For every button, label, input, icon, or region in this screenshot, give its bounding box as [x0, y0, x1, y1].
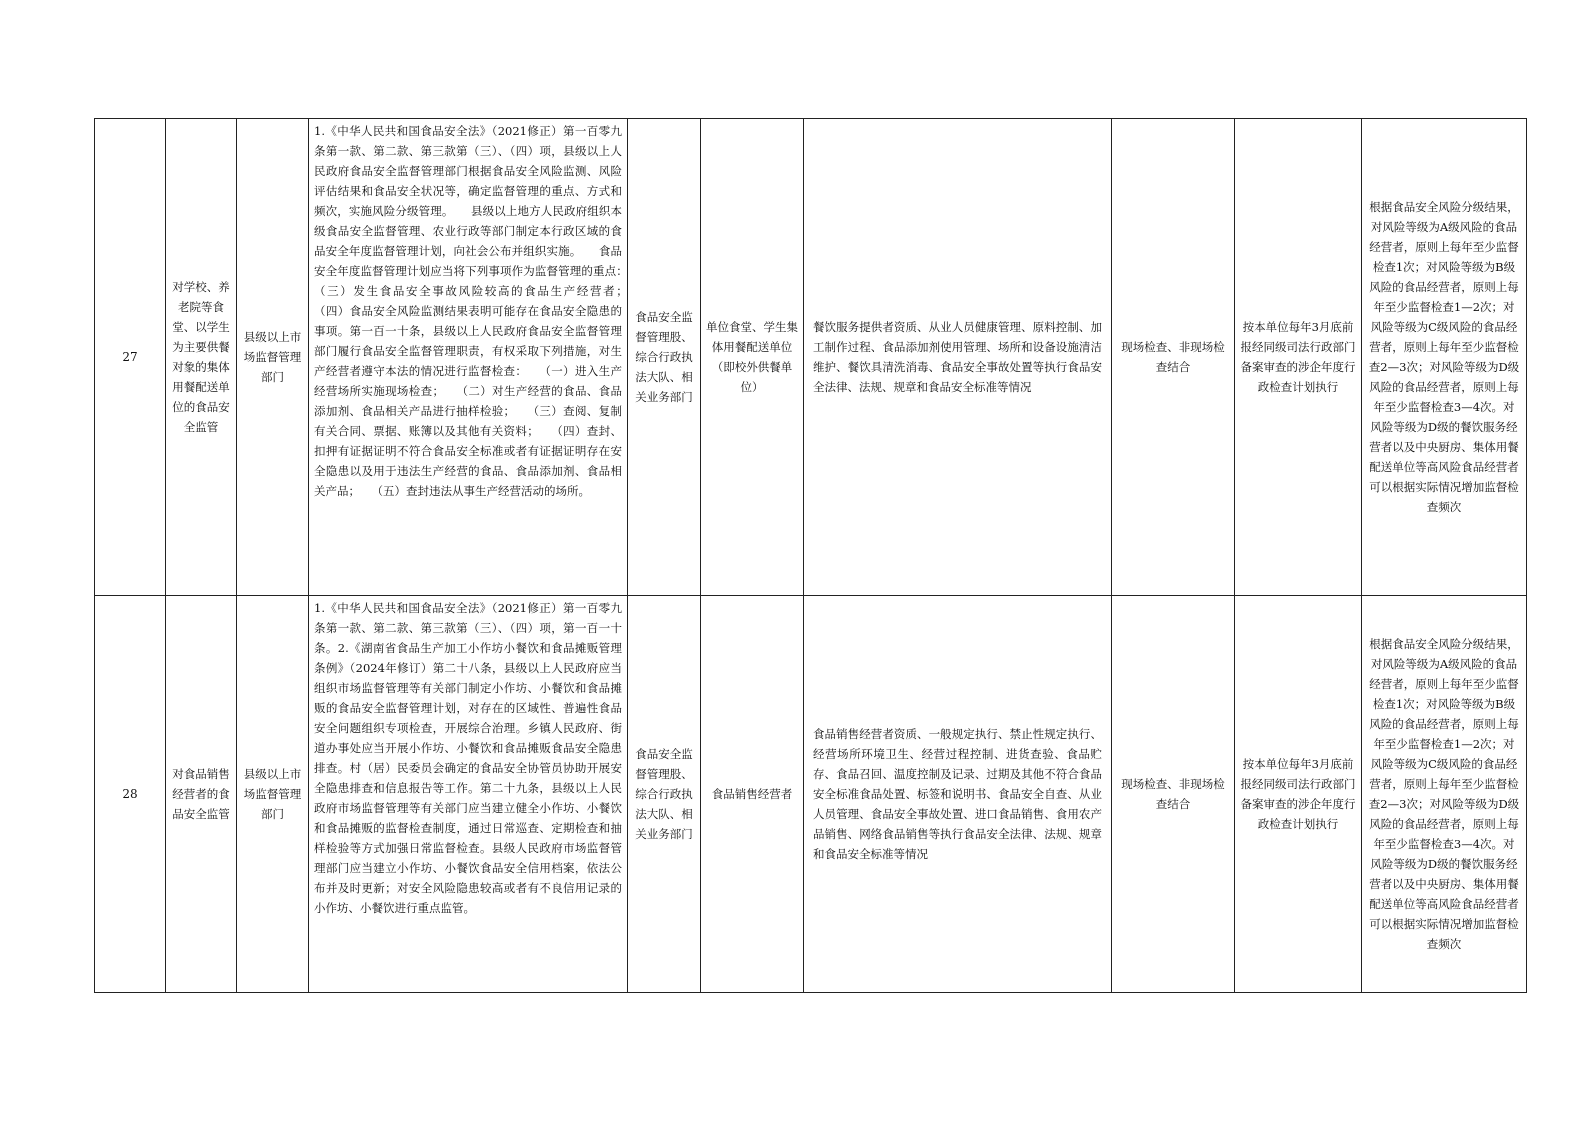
inspection-target: 食品销售经营者: [701, 596, 804, 993]
responsible-department: 食品安全监督管理股、综合行政执法大队、相关业务部门: [628, 119, 701, 596]
inspection-item: 对学校、养老院等食堂、以学生为主要供餐对象的集体用餐配送单位的食品安全监管: [166, 119, 237, 596]
inspection-target: 单位食堂、学生集体用餐配送单位（即校外供餐单位）: [701, 119, 804, 596]
responsible-department: 食品安全监督管理股、综合行政执法大队、相关业务部门: [628, 596, 701, 993]
inspection-plan: 按本单位每年3月底前报经同级司法行政部门备案审查的涉企年度行政检查计划执行: [1235, 596, 1362, 993]
inspection-method: 现场检查、非现场检查结合: [1112, 596, 1235, 993]
inspection-frequency: 根据食品安全风险分级结果，对风险等级为A级风险的食品经营者，原则上每年至少监督检查1次；对风险等级为B级风险的食品经营者，原则上每年至少监督检查1—2次；对风险等级为C级风险的食品经营者，原则上每年至少监督检查2—3次；对风险等级为D级风险的食品经营者，原则上每年至少监督检查3—4次。对风险等级为D级的餐饮服务经营者以及中央厨房、集体用餐配送单位等高风险食品经营者可以根据实际情况增加监督检查频次: [1362, 596, 1527, 993]
legal-basis: 1.《中华人民共和国食品安全法》（2021修正）第一百零九条第一款、第二款、第三款第（三）、（四）项，第一百一十条。2.《湖南省食品生产加工小作坊小餐饮和食品摊贩管理条例》（2024年修订）第二十八条，县级以上人民政府应当组织市场监督管理等有关部门制定小作坊、小餐饮和食品摊贩的食品安全监督管理计划，对存在的区域性、普遍性食品安全问题组织专项检查，开展综合治理。乡镇人民政府、街道办事处应当开展小作坊、小餐饮和食品摊贩食品安全隐患排查。村（居）民委员会确定的食品安全协管员协助开展安全隐患排查和信息报告等工作。第二十九条，县级以上人民政府市场监督管理等有关部门应当建立健全小作坊、小餐饮和食品摊贩的监督检查制度，通过日常巡查、定期检查和抽样检验等方式加强日常监督检查。县级人民政府市场监督管理部门应当建立小作坊、小餐饮食品安全信用档案，依法公布并及时更新；对安全风险隐患较高或者有不良信用记录的小作坊、小餐饮进行重点监管。: [309, 596, 628, 993]
inspection-items-table: [94, 118, 1527, 993]
inspection-frequency: 根据食品安全风险分级结果，对风险等级为A级风险的食品经营者，原则上每年至少监督检查1次；对风险等级为B级风险的食品经营者，原则上每年至少监督检查1—2次；对风险等级为C级风险的食品经营者，原则上每年至少监督检查2—3次；对风险等级为D级风险的食品经营者，原则上每年至少监督检查3—4次。对风险等级为D级的餐饮服务经营者以及中央厨房、集体用餐配送单位等高风险食品经营者可以根据实际情况增加监督检查频次: [1362, 119, 1527, 596]
inspection-authority: 县级以上市场监督管理部门: [237, 119, 309, 596]
row-index: 27: [95, 119, 166, 596]
table-row: [95, 596, 1527, 993]
table-row: [95, 119, 1527, 596]
inspection-plan: 按本单位每年3月底前报经同级司法行政部门备案审查的涉企年度行政检查计划执行: [1235, 119, 1362, 596]
row-index: 28: [95, 596, 166, 993]
inspection-authority: 县级以上市场监督管理部门: [237, 596, 309, 993]
inspection-method: 现场检查、非现场检查结合: [1112, 119, 1235, 596]
legal-basis: 1.《中华人民共和国食品安全法》（2021修正）第一百零九条第一款、第二款、第三款第（三）、（四）项，县级以上人民政府食品安全监督管理部门根据食品安全风险监测、风险评估结果和食品安全状况等，确定监督管理的重点、方式和频次，实施风险分级管理。 县级以上地方人民政府组织本级食品安全监督管理、农业行政等部门制定本行政区域的食品安全年度监督管理计划，向社会公布并组织实施。 食品安全年度监督管理计划应当将下列事项作为监督管理的重点： （三）发生食品安全事故风险较高的食品生产经营者； （四）食品安全风险监测结果表明可能存在食品安全隐患的事项。第一百一十条，县级以上人民政府食品安全监督管理部门履行食品安全监督管理职责，有权采取下列措施，对生产经营者遵守本法的情况进行监督检查： （一）进入生产经营场所实施现场检查； （二）对生产经营的食品、食品添加剂、食品相关产品进行抽样检验； （三）查阅、复制有关合同、票据、账簿以及其他有关资料； （四）查封、扣押有证据证明不符合食品安全标准或者有证据证明存在安全隐患以及用于违法生产经营的食品、食品添加剂、食品相关产品； （五）查封违法从事生产经营活动的场所。: [309, 119, 628, 596]
inspection-content: 食品销售经营者资质、一般规定执行、禁止性规定执行、经营场所环境卫生、经营过程控制、进货查验、食品贮存、食品召回、温度控制及记录、过期及其他不符合食品安全标准食品处置、标签和说明书、食品安全自查、从业人员管理、食品安全事故处置、进口食品销售、食用农产品销售、网络食品销售等执行食品安全法律、法规、规章和食品安全标准等情况: [804, 596, 1112, 993]
inspection-item: 对食品销售经营者的食品安全监管: [166, 596, 237, 993]
inspection-content: 餐饮服务提供者资质、从业人员健康管理、原料控制、加工制作过程、食品添加剂使用管理、场所和设备设施清洁维护、餐饮具清洗消毒、食品安全事故处置等执行食品安全法律、法规、规章和食品安全标准等情况: [804, 119, 1112, 596]
